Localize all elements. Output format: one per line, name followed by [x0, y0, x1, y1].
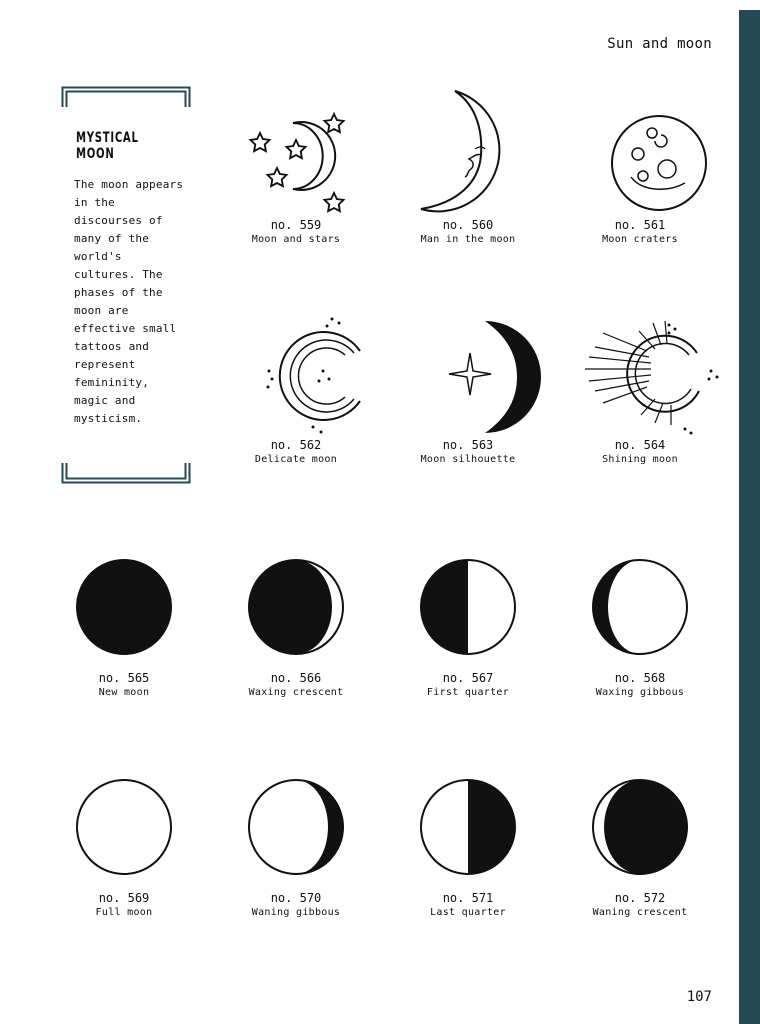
delicate-moon-icon — [241, 311, 351, 421]
item-name: Moon silhouette — [420, 454, 516, 465]
moon-and-stars-icon — [241, 91, 351, 201]
man-in-the-moon-icon — [413, 91, 523, 201]
item-number: no. 565 — [98, 671, 150, 685]
section-title: Sun and moon — [607, 36, 712, 52]
item-name: Shining moon — [602, 454, 678, 465]
sidebar-info-box — [61, 86, 191, 484]
moon-item-572 — [565, 766, 715, 920]
item-number: no. 571 — [442, 891, 494, 905]
sidebar-heading: MYSTICAL MOON — [76, 130, 139, 162]
item-name: Waxing crescent — [248, 687, 344, 698]
moon-item-562 — [221, 311, 371, 467]
item-number: no. 559 — [270, 218, 322, 232]
item-name: Waning crescent — [592, 907, 688, 918]
moon-item-561 — [565, 91, 715, 247]
waning-crescent-icon — [585, 766, 695, 882]
item-name: First quarter — [426, 687, 510, 698]
item-number: no. 569 — [98, 891, 150, 905]
first-quarter-icon — [413, 546, 523, 662]
full-moon-icon — [69, 766, 179, 882]
item-number: no. 564 — [614, 438, 666, 452]
item-name: Waning gibbous — [251, 907, 341, 918]
item-number: no. 570 — [270, 891, 322, 905]
moon-item-567 — [393, 546, 543, 700]
item-number: no. 572 — [614, 891, 666, 905]
item-number: no. 561 — [614, 218, 666, 232]
item-name: Moon craters — [602, 234, 678, 245]
waning-gibbous-icon — [241, 766, 351, 882]
side-color-band — [739, 10, 760, 1024]
item-name: Waxing gibbous — [595, 687, 685, 698]
moon-item-565 — [49, 546, 199, 700]
moon-item-564 — [565, 311, 715, 467]
moon-item-570 — [221, 766, 371, 920]
page-number: 107 — [686, 989, 712, 1005]
item-name: Full moon — [95, 907, 153, 918]
item-number: no. 563 — [442, 438, 494, 452]
item-number: no. 568 — [614, 671, 666, 685]
item-number: no. 566 — [270, 671, 322, 685]
item-number: no. 560 — [442, 218, 494, 232]
item-number: no. 562 — [270, 438, 322, 452]
item-name: Moon and stars — [251, 234, 341, 245]
top-bracket-icon — [61, 86, 191, 108]
moon-craters-icon — [585, 91, 695, 201]
shining-moon-icon — [585, 311, 695, 421]
item-name: Man in the moon — [420, 234, 516, 245]
item-name: New moon — [98, 687, 150, 698]
bottom-bracket-icon — [61, 462, 191, 484]
waxing-gibbous-icon — [585, 546, 695, 662]
moon-item-566 — [221, 546, 371, 700]
sidebar-body-text: The moon appears in the discourses of many of the world's cultures. The phases of the moon are effective small tattoos and represent femininity, magic and mysticism. — [74, 178, 184, 425]
item-number: no. 567 — [442, 671, 494, 685]
moon-silhouette-icon — [413, 311, 523, 421]
moon-item-560 — [393, 91, 543, 247]
moon-item-559 — [221, 91, 371, 247]
item-name: Delicate moon — [254, 454, 338, 465]
waxing-crescent-icon — [241, 546, 351, 662]
moon-item-569 — [49, 766, 199, 920]
moon-item-568 — [565, 546, 715, 700]
new-moon-icon — [69, 546, 179, 662]
last-quarter-icon — [413, 766, 523, 882]
item-name: Last quarter — [430, 907, 506, 918]
moon-item-563 — [393, 311, 543, 467]
moon-item-571 — [393, 766, 543, 920]
